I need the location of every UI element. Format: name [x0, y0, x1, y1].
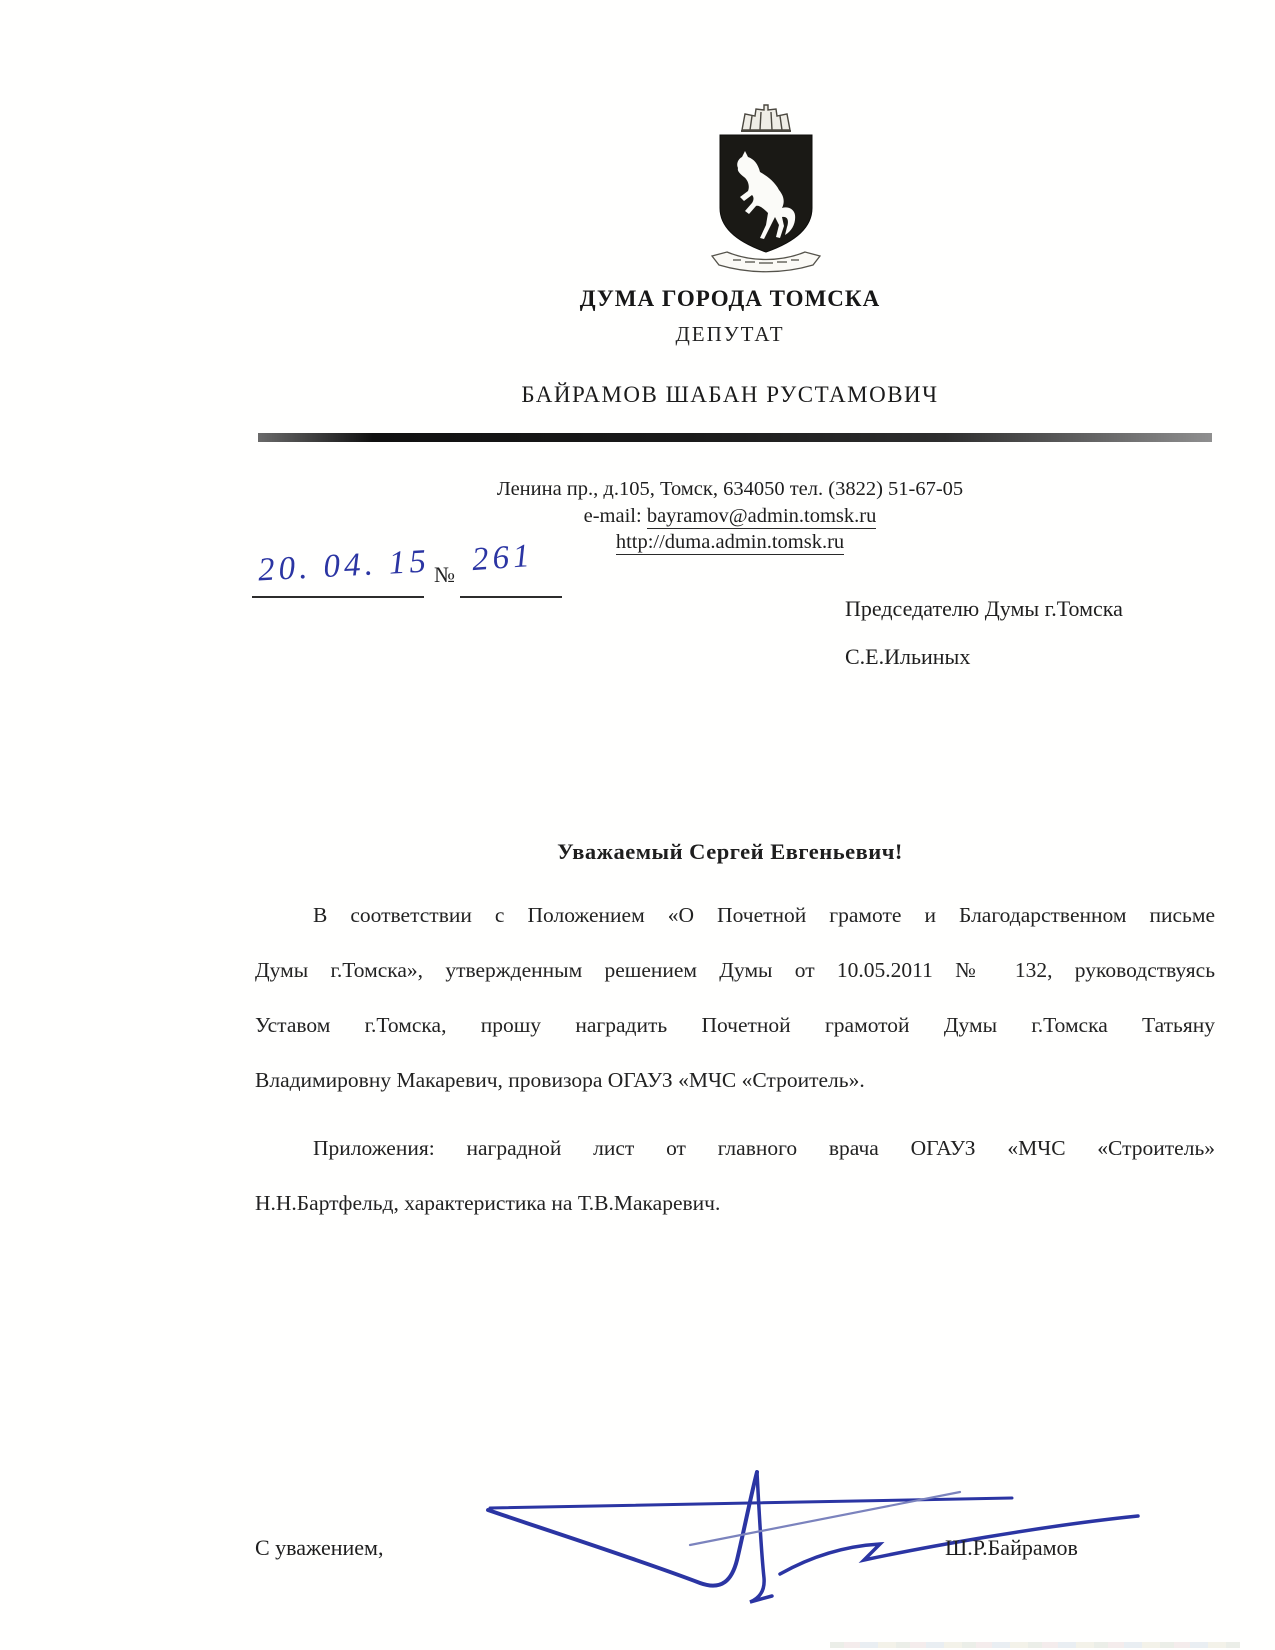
number-sign: № [434, 562, 455, 587]
signer-name: Ш.Р.Байрамов [945, 1535, 1078, 1560]
email-address: bayramov@admin.tomsk.ru [646, 505, 877, 527]
body-line: Приложения: наградной лист от главного врача ОГАУЗ «МЧС «Строитель» [313, 1136, 1215, 1160]
number-underline [460, 596, 562, 598]
coat-of-arms-svg [711, 104, 821, 274]
closing-phrase: С уважением, [255, 1535, 384, 1560]
crown-icon [741, 105, 791, 131]
organization-title: ДУМА ГОРОДА ТОМСКА [579, 286, 881, 311]
website-url: http://duma.admin.tomsk.ru [615, 531, 845, 553]
email-label: e-mail: [583, 505, 647, 527]
addressee-title: Председателю Думы г.Томска [845, 596, 1123, 621]
deputy-name: БАЙРАМОВ ШАБАН РУСТАМОВИЧ [521, 382, 939, 407]
salutation: Уважаемый Сергей Евгеньевич! [557, 839, 903, 864]
letter-body [255, 888, 1215, 1231]
paragraph-request [255, 888, 1215, 1108]
letterhead-divider-rule [258, 433, 1212, 442]
body-line: Н.Н.Бартфельд, характеристика на Т.В.Макаревич. [255, 1191, 721, 1215]
tomsk-coat-of-arms-icon [711, 104, 821, 274]
address-line: Ленина пр., д.105, Томск, 634050 тел. (3822) 51-67-05 [496, 478, 964, 500]
handwritten-date: 20. 04. 15 [257, 543, 431, 589]
ribbon-icon [712, 252, 820, 272]
scan-artifact-strip [830, 1642, 1240, 1648]
shield-horse-icon [720, 135, 812, 252]
body-line: Думы г.Томска», утвержденным решением Думы от 10.05.2011 № 132, руководствуясь [255, 958, 1215, 982]
body-line: Владимировну Макаревич, провизора ОГАУЗ «МЧС «Строитель». [255, 1068, 865, 1092]
date-underline [252, 596, 424, 598]
handwritten-number: 261 [470, 537, 535, 579]
paragraph-attachments [255, 1121, 1215, 1231]
email-line [250, 505, 1210, 528]
addressee-name: С.Е.Ильиных [845, 644, 971, 669]
role-title: ДЕПУТАТ [675, 322, 785, 346]
body-line: В соответствии с Положением «О Почетной грамоте и Благодарственном письме [313, 903, 1215, 927]
body-line: Уставом г.Томска, прошу наградить Почетной грамотой Думы г.Томска Татьяну [255, 1013, 1215, 1037]
